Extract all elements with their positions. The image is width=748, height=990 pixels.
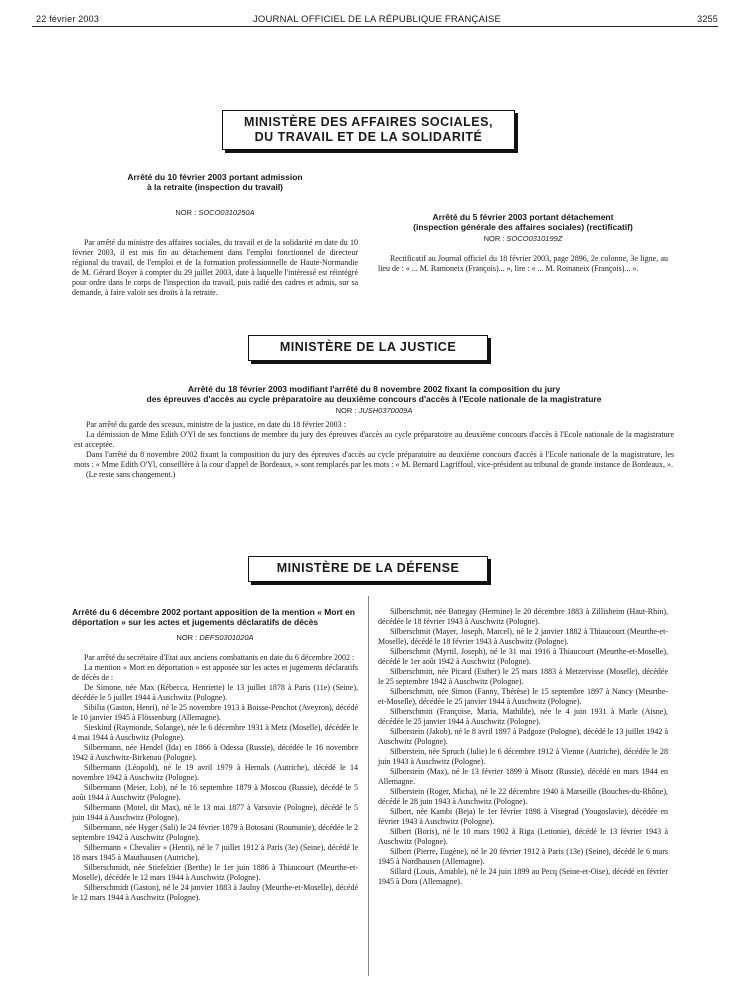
decedent-entry: Silbermann (Léopold), né le 19 avril 1979 à Hernals (Autriche), décédé le 14 novembre 1942 à Auschwitz (Pologne). <box>72 763 358 782</box>
defense-entries-right <box>378 607 668 887</box>
social-a1-nor <box>72 208 358 218</box>
social-a1-title-line2: à la retraite (inspection du travail) <box>146 182 284 192</box>
justice-nor <box>74 406 674 416</box>
decedent-entry: Silbermann « Chevalier » (Henri), né le 7 juillet 1912 à Paris (3e) (Seine), décédé le 18 mars 1945 à Mauthausen (Autriche). <box>72 843 358 862</box>
social-a2-title <box>378 212 668 232</box>
page-number: 3255 <box>697 14 718 24</box>
ministry-social-heading <box>222 110 515 150</box>
decedent-entry: Silbermann, née Hyger (Sali) le 24 février 1879 à Botosani (Roumanie), décédée le 2 septembre 1942 à Auschwitz (Pologne). <box>72 823 358 842</box>
decedent-entry: Silbermann (Motel, dit Max), né le 13 mai 1877 à Varsovie (Pologne), décédé le 5 juin 1944 à Auschwitz (Pologne). <box>72 803 358 822</box>
page-header <box>36 10 718 26</box>
social-a1-body: Par arrêté du ministre des affaires sociales, du travail et de la solidarité en date du 10 février 2003, il est mis fin au détachement dans l'emploi fonctionnel de directeur régional du travail, de l'emploi et de la formation professionnelle de Haute-Normandie de M. Gérard Boyer à compter du 29 juillet 2003, date à laquelle l'intéressé est réintégré pour ordre dans le corps de l'inspection du travail, puis radié des cadres et admis, sur sa demande, à faire valoir ses droits à la retraite. <box>72 238 358 297</box>
social-a2-title-line2: (inspection générale des affaires sociales) (rectificatif) <box>413 222 633 232</box>
social-a2-title-line1: Arrêté du 5 février 2003 portant détachement <box>432 212 614 222</box>
social-a1-title-line1: Arrêté du 10 février 2003 portant admission <box>127 172 303 182</box>
decedent-entry: Silberschmit (Myrtil, Joseph), né le 31 mai 1916 à Thiaucourt (Meurthe-et-Moselle), décédé le 1er août 1942 à Auschwitz (Pologne). <box>378 647 668 666</box>
decedent-entry: Silberschmitt, née Simon (Fanny, Thérèse) le 15 septembre 1897 à Nancy (Meurthe-et-Moselle), décédée le 25 janvier 1944 à Auschwitz (Pologne). <box>378 687 668 706</box>
defense-title: Arrêté du 6 décembre 2002 portant apposition de la mention « Mort en déportation » sur les actes et jugements déclaratifs de décès <box>72 607 355 627</box>
ministry-social-line2: DU TRAVAIL ET DE LA SOLIDARITÉ <box>254 130 483 144</box>
nor-label: NOR : <box>483 234 505 243</box>
decedent-entry: Silbert (Pierre, Eugène), né le 20 février 1912 à Paris (13e) (Seine), décédé le 6 mars 1945 à Nordhausen (Allemagne). <box>378 847 668 866</box>
ministry-social-line1: MINISTÈRE DES AFFAIRES SOCIALES, <box>244 115 493 129</box>
journal-title: JOURNAL OFFICIEL DE LA RÉPUBLIQUE FRANÇAISE <box>252 14 502 25</box>
decedent-entry: Silberschmit, née Battegay (Hermine) le 20 décembre 1883 à Zillisheim (Haut-Rhin), décédée le 18 février 1943 à Auschwitz (Pologne). <box>378 607 668 626</box>
nor-code: SOCO0310250A <box>198 208 255 217</box>
decedent-entry: Silbermann (Meier, Lob), né le 16 septembre 1879 à Moscou (Russie), décédé le 5 août 1944 à Auschwitz (Pologne). <box>72 783 358 802</box>
decedent-entry: Silberstein (Jakob), né le 8 avril 1897 à Padgoze (Pologne), décédé le 13 juillet 1942 à Auschwitz (Pologne). <box>378 727 668 746</box>
justice-title <box>74 384 674 404</box>
justice-p2: La démission de Mme Edith O'Yl de ses fonctions de membre du jury des épreuves d'accès au cycle préparatoire au deuxième concours d'accès à l'Ecole nationale de la magistrature est acceptée. <box>74 430 674 449</box>
decedent-entry: Silberschmitt, née Picard (Esther) le 25 mars 1883 à Metzervisse (Moselle), décédée le 25 septembre 1942 à Auschwitz (Pologne). <box>378 667 668 686</box>
decedent-entry: Sibilia (Gaston, Henri), né le 25 novembre 1913 à Boisse-Penchot (Aveyron), décédé le 10 janvier 1945 à Flössenburg (Allemagne). <box>72 703 358 722</box>
decedent-entry: Silberschmitt (Françoise, Maria, Mathilde), née le 4 juin 1931 à Marle (Aisne), décédée le 25 janvier 1944 à Auschwitz (Pologne). <box>378 707 668 726</box>
decedent-entry: Silberstein, née Spruch (Julie) le 6 décembre 1912 à Vienne (Autriche), décédée le 28 juin 1943 à Auschwitz (Pologne). <box>378 747 668 766</box>
decedent-entry: Silberschmit (Mayer, Joseph, Marcel), né le 2 janvier 1882 à Thiaucourt (Meurthe-et-Moselle), décédé le 18 février 1943 à Auschwitz (Pologne). <box>378 627 668 646</box>
nor-label: NOR : <box>176 633 198 642</box>
decedent-entry: Silberstein (Max), né le 13 février 1899 à Misotz (Russie), décédé en mars 1944 en Allemagne. <box>378 767 668 786</box>
justice-article <box>74 384 674 480</box>
header-date: 22 février 2003 <box>36 14 100 24</box>
ministry-defense-heading: MINISTÈRE DE LA DÉFENSE <box>248 556 488 582</box>
decedent-entry: Silberschmidt (Gaston), né le 24 janvier 1883 à Jaulny (Meurthe-et-Moselle), décédé le 12 mars 1944 à Auschwitz (Pologne). <box>72 883 358 902</box>
decedent-entry: Silbert, née Kambi (Beja) le 1er février 1898 à Visegrad (Yougoslavie), décédée en février 1943 à Auschwitz (Pologne). <box>378 807 668 826</box>
nor-code: SOCO0310199Z <box>506 234 563 243</box>
justice-p1: Par arrêté du garde des sceaux, ministre de la justice, en date du 18 février 2003 : <box>86 420 346 429</box>
social-a1-title <box>72 172 358 192</box>
justice-p3: Dans l'arrêté du 8 novembre 2002 fixant la composition du jury des épreuves d'accès au cycle préparatoire au deuxième concours d'accès à l'Ecole nationale de la magistrature, les mots : « Mme Edith O'Yl, conseillère à la cour d'appel de Bordeaux, » sont remplacés par les mots : « M. Bernard Lagriffoul, vice-président au tribunal de grande instance de Bordeaux, ». <box>74 450 674 469</box>
decedent-entry: Silberstein (Roger, Micha), né le 22 décembre 1940 à Marseille (Bouches-du-Rhône), décédé le 28 juin 1943 à Auschwitz (Pologne). <box>378 787 668 806</box>
social-a2-nor <box>378 234 668 244</box>
defense-entries-right-column <box>378 607 668 887</box>
decedent-entry: Silberschmidt, née Stiefelzier (Berthe) le 1er juin 1886 à Thiaucourt (Meurthe-et-Moselle), décédée le 12 mars 1944 à Auschwitz (Pologne). <box>72 863 358 882</box>
social-article-1 <box>72 172 358 298</box>
nor-code: JUSH0370009A <box>358 406 413 415</box>
social-a2-body: Rectificatif au Journal officiel du 18 février 2003, page 2896, 2e colonne, 3e ligne, au lieu de : « ... M. Ramoneix (François)... », lire : « ... M. Romaneix (François)... ». <box>378 254 668 273</box>
decedent-entry: De Simone, née Max (Rébecca, Henriette) le 13 juillet 1878 à Paris (11e) (Seine), décédée le 5 juillet 1944 à Auschwitz (Pologne). <box>72 683 358 702</box>
defense-nor <box>72 633 358 643</box>
defense-article <box>72 607 358 903</box>
nor-label: NOR : <box>335 406 357 415</box>
ministry-justice-heading: MINISTÈRE DE LA JUSTICE <box>248 335 488 361</box>
nor-label: NOR : <box>175 208 197 217</box>
decedent-entry: Silbert (Boris), né le 10 mars 1902 à Riga (Lettonie), décédé le 13 février 1943 à Auschwitz (Pologne). <box>378 827 668 846</box>
social-article-2 <box>378 212 668 274</box>
decedent-entry: Sillard (Louis, Amable), né le 24 juin 1899 au Pecq (Seine-et-Oise), décédé en février 1945 à Dora (Allemagne). <box>378 867 668 886</box>
justice-p4: (Le reste sans changement.) <box>86 470 176 479</box>
justice-title-line2: des épreuves d'accès au cycle préparatoire au deuxième concours d'accès à l'Ecole nationale de la magistrature <box>146 394 602 404</box>
column-divider <box>368 596 369 976</box>
decedent-entry: Sieskind (Raymonde, Solange), née le 6 décembre 1931 à Metz (Moselle), décédée le 4 mai 1944 à Auschwitz (Pologne). <box>72 723 358 742</box>
nor-code: DEFS0301020A <box>199 633 254 642</box>
defense-p1: Par arrêté du secrétaire d'Etat aux anciens combattants en date du 6 décembre 2002 : <box>84 653 355 662</box>
justice-title-line1: Arrêté du 18 février 2003 modifiant l'arrêté du 8 novembre 2002 fixant la composition du jury <box>187 384 561 394</box>
defense-p2: La mention « Mort en déportation » est apposée sur les actes et jugements déclaratifs de décès de : <box>72 663 358 682</box>
decedent-entry: Silbermann, née Hendel (Ida) en 1866 à Odessa (Russie), décédée le 16 novembre 1942 à Auschwitz-Birkenau (Pologne). <box>72 743 358 762</box>
defense-entries-left <box>72 683 358 903</box>
header-rule <box>32 26 718 27</box>
